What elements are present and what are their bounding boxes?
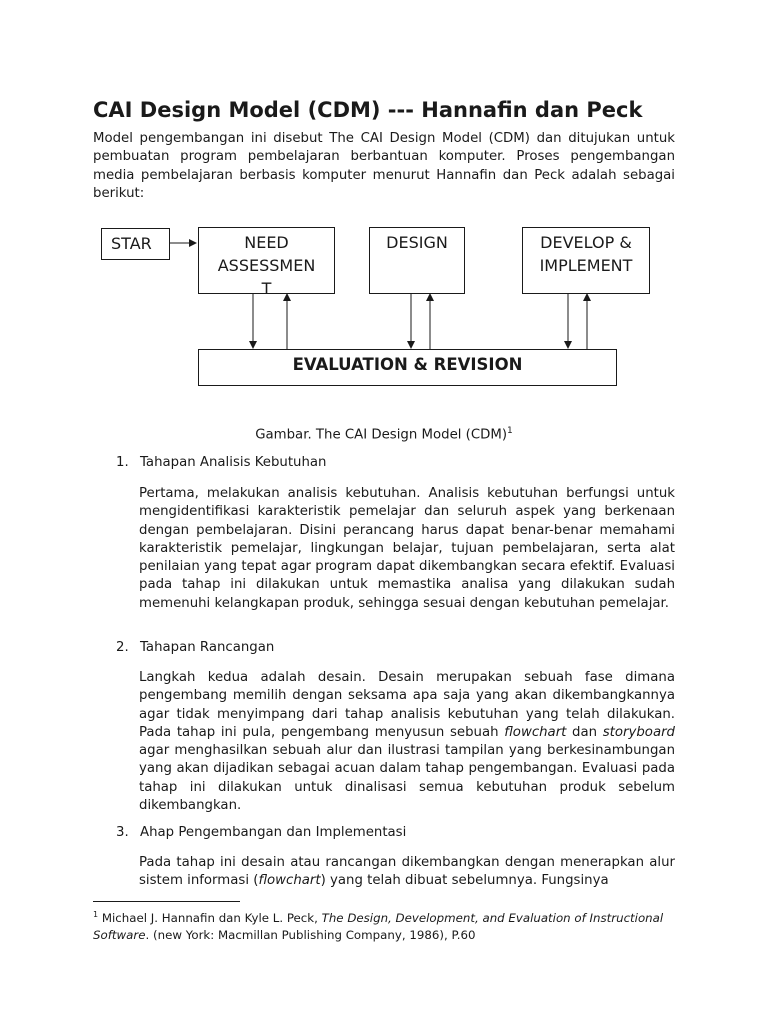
footnote <box>93 906 693 945</box>
evaluation-label: EVALUATION & REVISION <box>292 355 523 374</box>
step-number: 1. <box>116 455 129 470</box>
emphasis-flowchart: flowchart <box>504 724 567 740</box>
footnote-ref: 1 <box>93 910 99 919</box>
develop-label-line1: DEVELOP & <box>540 233 632 252</box>
step-label: Tahapan Rancangan <box>140 640 275 655</box>
step-1-paragraph: Pertama, melakukan analisis kebutuhan. Analisis kebutuhan berfungsi untuk mengidentifikasi karakteristik pemelajar dan seluruh aspek yang berkenaan dengan pembelajaran. Disini perancang harus dapat benar-benar memahami karakteristik pemelajar, lingkungan belajar, tujuan pembelajaran, serta alat penilaian yang tepat agar program dapat dikembangkan secara efektif. Evaluasi pada tahap ini dilakukan untuk memastika analisa yang dilakukan sudah memenuhi kelangkapan produk, sehingga sesuai dengan kebutuhan pemelajar. <box>139 486 675 611</box>
develop-label-line2: IMPLEMENT <box>539 256 633 275</box>
design-label: DESIGN <box>386 233 448 252</box>
page-title: CAI Design Model (CDM) --- Hannafin dan Peck <box>93 98 643 122</box>
develop-implement-box <box>522 227 650 294</box>
caption-footnote-ref: 1 <box>507 426 513 436</box>
need-label-line1: NEED <box>244 233 289 252</box>
step-2-paragraph <box>139 669 675 815</box>
design-box <box>369 227 465 294</box>
evaluation-revision-box <box>198 349 617 386</box>
text-segment: Pada tahap ini desain atau rancangan dikembangkan dengan menerapkan alur sistem informasi ( <box>139 855 675 889</box>
text-segment: Langkah kedua adalah desain. Desain merupakan sebuah fase dimana pengembang memilih dengan seksama apa saja yang akan dikembangkannya agar tidak menyimpang dari tahap analisis kebutuhan yang telah dilakukan. Pada tahap ini pula, pengembang menyusun sebuah <box>139 670 675 740</box>
footnote-divider <box>93 901 240 902</box>
need-assessment-box <box>198 227 335 294</box>
star-box <box>101 228 170 260</box>
emphasis-flowchart: flowchart <box>258 873 321 889</box>
footnote-text: Michael J. Hannafin dan Kyle L. Peck, <box>98 910 322 925</box>
star-label: STAR <box>111 234 152 253</box>
step-number: 2. <box>116 640 129 655</box>
step-number: 3. <box>116 825 129 840</box>
caption-text: Gambar. The CAI Design Model (CDM) <box>255 427 508 443</box>
emphasis-storyboard: storyboard <box>602 724 675 740</box>
text-segment: agar menghasilkan sebuah alur dan ilustrasi tampilan yang berkesinambungan yang akan dijadikan sebagai acuan dalam tahap pengembangan. Evaluasi pada tahap ini dilakukan untuk dinalisasi semua kebutuhan produk sebelum dikembangkan. <box>139 743 675 814</box>
footnote-book-title: The Design, Development, and Evaluation of Instructional Software <box>93 910 664 943</box>
text-segment: ) yang telah dibuat sebelumnya. Fungsinya <box>320 873 609 889</box>
step-label: Tahapan Analisis Kebutuhan <box>140 455 327 470</box>
step-3-paragraph <box>139 854 675 891</box>
footnote-text: . (new York: Macmillan Publishing Company, 1986), P.60 <box>145 928 476 943</box>
need-label-line3: T <box>261 279 272 294</box>
figure-caption <box>0 426 768 442</box>
text-segment: dan <box>566 724 603 740</box>
step-label: Ahap Pengembangan dan Implementasi <box>140 825 407 840</box>
need-label-line2: ASSESSMEN <box>217 256 316 275</box>
intro-paragraph: Model pengembangan ini disebut The CAI Design Model (CDM) dan ditujukan untuk pembuatan program pembelajaran berbantuan komputer. Proses pengembangan media pembelajaran berbasis komputer menurut Hannafin dan Peck adalah sebagai berikut: <box>93 131 675 201</box>
